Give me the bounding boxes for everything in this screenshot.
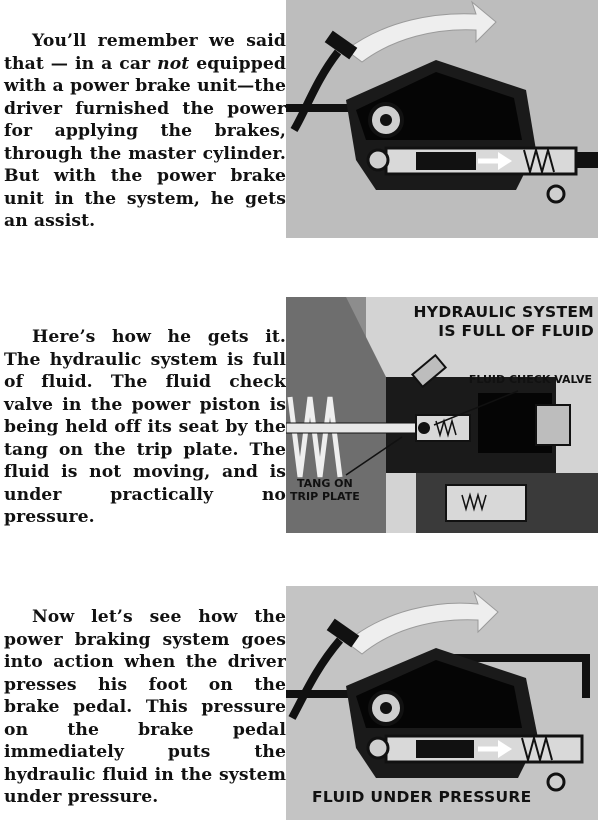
p3-text: Now let’s see how the power braking system goes into action when the driver presses his foot on the brake pedal. This pressure on the brake pedal immediately puts the hydraulic fluid in the system under pressure. xyxy=(4,607,286,807)
p1-emphasis: not xyxy=(157,53,190,74)
label-tang-line1: TANG ON xyxy=(296,477,353,490)
figure-pedal-cylinder xyxy=(286,0,598,238)
label-tang-trip-plate xyxy=(290,477,360,503)
figure-title-line2: IS FULL OF FLUID xyxy=(438,322,594,340)
paragraph-action xyxy=(4,606,286,809)
label-tang-line2: TRIP PLATE xyxy=(290,490,360,503)
pressure-illustration xyxy=(286,586,598,820)
figure-title xyxy=(414,303,594,341)
label-fluid-check-valve: FLUID CHECK VALVE xyxy=(468,373,592,386)
p1-text-before: You’ll remember we said that — in a car xyxy=(4,31,286,74)
paragraph-intro xyxy=(4,30,286,233)
figure-title-line1: HYDRAULIC SYSTEM xyxy=(413,303,594,321)
pedal-cylinder-illustration xyxy=(286,0,598,238)
p1-text-after: equipped with a power brake unit—the driver furnished the power for applying the brakes, through the master cylinder. But with the power brake unit in the system, he gets an assist. xyxy=(4,53,286,231)
figure-fluid-pressure xyxy=(286,586,598,820)
p2-text: Here’s how he gets it. The hydraulic system is full of fluid. The fluid check valve in the power piston is being held off its seat by the tang on the trip plate. The fluid is not moving, and is under practically no pressure. xyxy=(4,327,286,527)
figure-hydraulic-system xyxy=(286,297,598,533)
paragraph-hydraulic xyxy=(4,326,286,529)
figure-caption-pressure: FLUID UNDER PRESSURE xyxy=(312,788,532,806)
